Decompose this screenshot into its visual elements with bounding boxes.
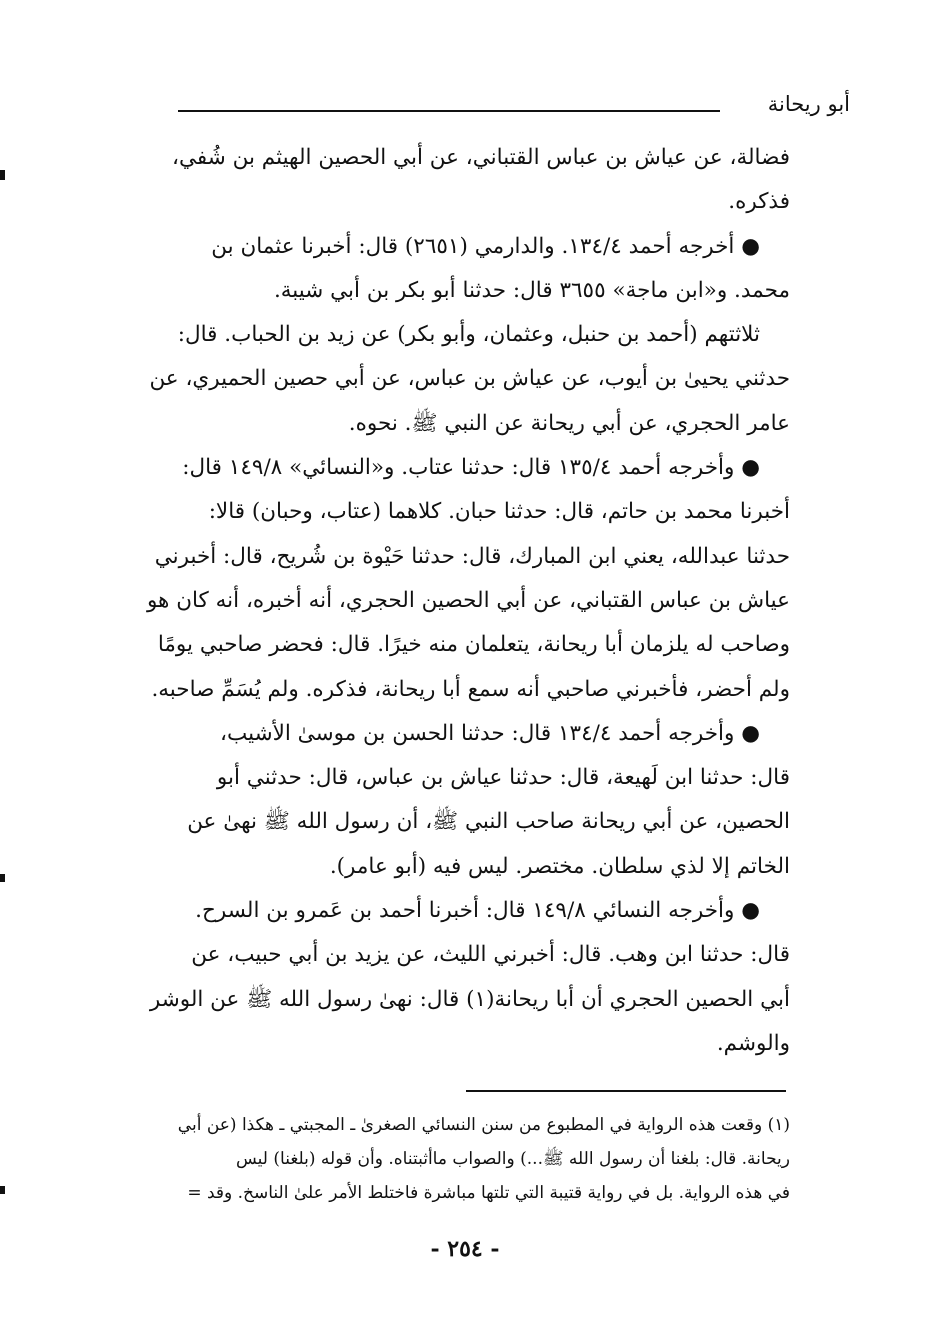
footnote-1: (١) وقعت هذه الرواية في المطبوع من سنن النسائي الصغرىٰ ـ المجبتي ـ هكذا (عن أبي ريحانة. قال: بلغنا أن رسول الله ﷺ...) والصواب ماأثبتناه. وأن قوله (بلغنا) ليس في هذه الرواية. بل في رواية قتيبة التي تلتها مباشرة فاختلط الأمر علىٰ الناسخ. وقد = xyxy=(177,1115,790,1203)
paragraph-4: ● وأخرجه أحمد ١٣٥/٤ قال: حدثنا عتاب. و«النسائي» ١٤٩/٨ قال: أخبرنا محمد بن حاتم، قال: حدثنا حبان. كلاهما (عتاب، وحبان) قالا: حدثنا عبدالله، يعني ابن المبارك، قال: حدثنا حَيْوة بن شُريح، قال: أخبرني عياش بن عباس القتباني، عن أبي الحصين الحجري، أنه أخبره، أنه كان هو وصاحب له يلزمان أبا ريحانة، يتعلمان منه خيرًا. قال: فحضر صاحبي يومًا ولم أحضر، فأخبرني صاحبي أنه سمع أبا ريحانة، فذكره. ولم يُسَمِّ صاحبه. xyxy=(146,455,790,702)
paragraph-6: ● وأخرجه النسائي ١٤٩/٨ قال: أخبرنا أحمد بن عَمرو بن السرح. قال: حدثنا ابن وهب. قال: أخبرني الليث، عن يزيد بن أبي حبيب، عن أبي الحصين الحجري أن أبا ريحانة(١) قال: نهىٰ رسول الله ﷺ عن الوشر والوشم. xyxy=(149,898,790,1056)
header-title: أبو ريحانة xyxy=(767,92,850,116)
margin-scan-mark xyxy=(0,170,5,180)
paragraph-2: ● أخرجه أحمد ١٣٤/٤. والدارمي (٢٦٥١) قال: أخبرنا عثمان بن محمد. و«ابن ماجة» ٣٦٥٥ قال: حدثنا أبو بكر بن أبي شيبة. xyxy=(211,233,790,303)
paragraph-1: فضالة، عن عياش بن عباس القتباني، عن أبي الحصين الهيثم بن شُفي، فذكره. xyxy=(172,145,790,215)
running-header xyxy=(178,92,850,122)
margin-scan-mark xyxy=(0,874,5,882)
footnote-divider xyxy=(466,1090,786,1092)
page-number: - ٢٥٤ - xyxy=(430,1236,500,1262)
paragraph-3: ثلاثتهم (أحمد بن حنبل، وعثمان، وأبو بكر) عن زيد بن الحباب. قال: حدثني يحيىٰ بن أيوب، عن عياش بن عباس، عن أبي حصين الحميري، عن عامر الحجري، عن أبي ريحانة عن النبي ﷺ. نحوه. xyxy=(149,322,790,436)
margin-scan-mark xyxy=(0,1186,5,1194)
header-rule xyxy=(178,110,720,112)
paragraph-5: ● وأخرجه أحمد ١٣٤/٤ قال: حدثنا الحسن بن موسىٰ الأشيب، قال: حدثنا ابن لَهيعة، قال: حدثنا عياش بن عباس، قال: حدثني أبو الحصين، عن أبي ريحانة صاحب النبي ﷺ، أن رسول الله ﷺ نهىٰ عن الخاتم إلا لذي سلطان. مختصر. ليس فيه (أبو عامر). xyxy=(187,720,790,879)
footnotes xyxy=(96,1108,790,1210)
main-text xyxy=(96,136,790,1066)
